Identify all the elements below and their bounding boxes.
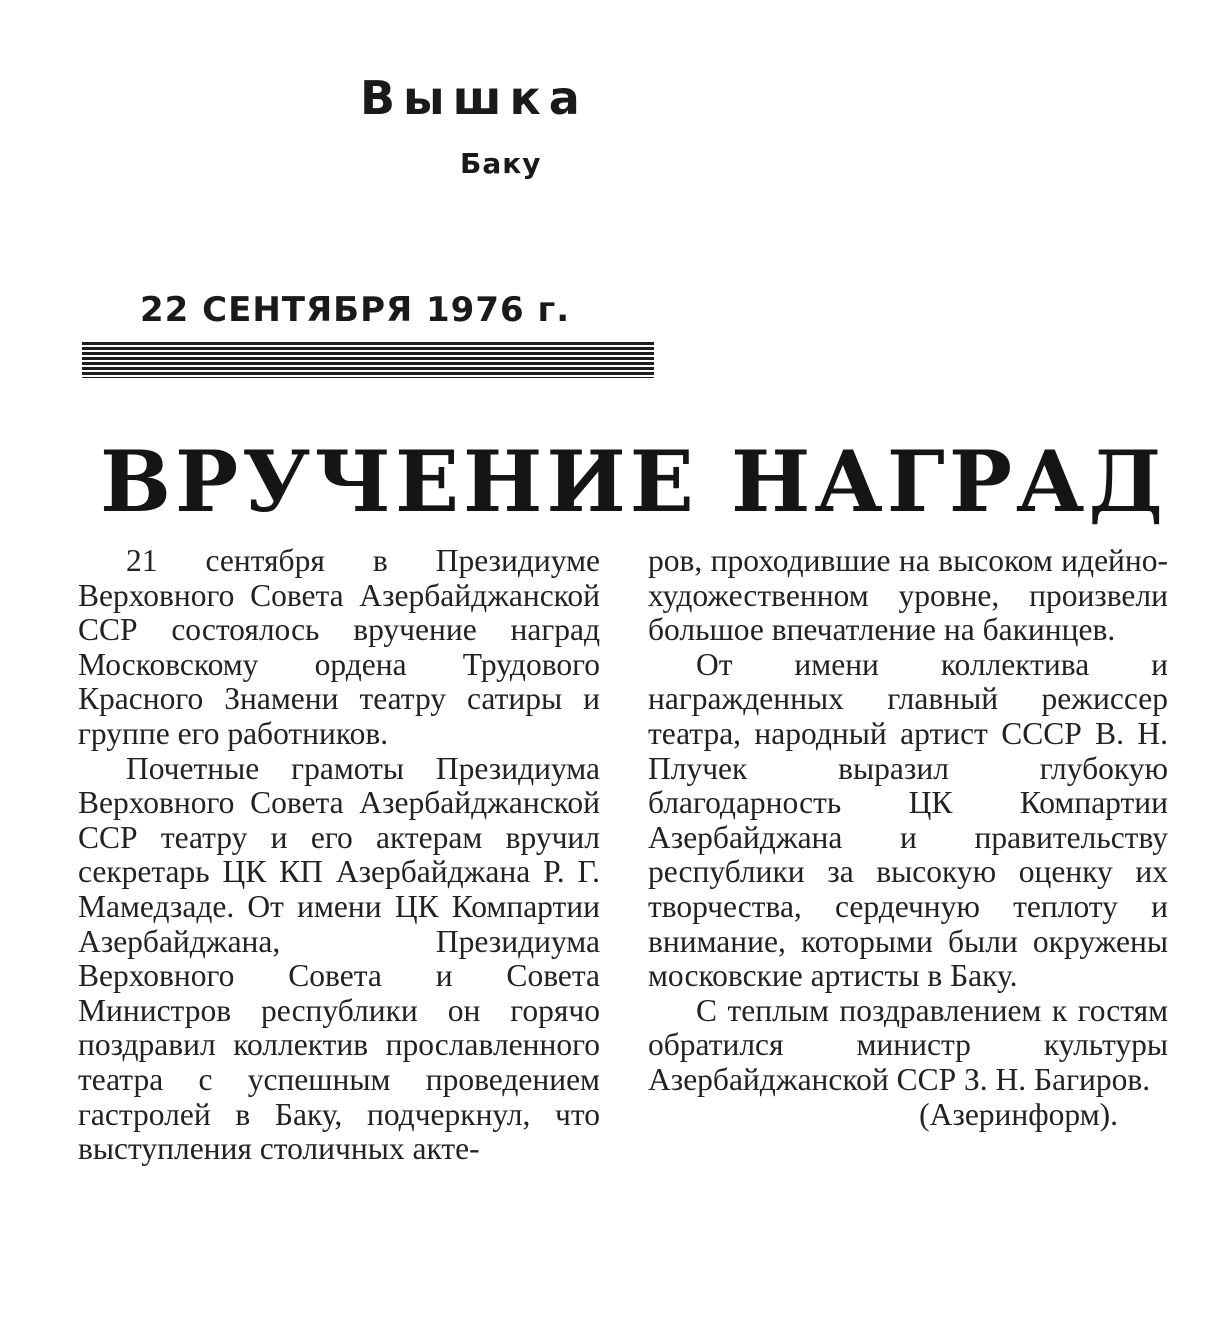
article-column-left <box>78 544 600 1167</box>
article-paragraph: От имени коллектива и награжденных главный режиссер театра, народный артист СССР В. Н. Плучек выразил глубокую благодарность ЦК Компартии Азербайджана и правительству республики за высокую оценку их творчества, сердечную теплоту и внимание, которыми были окружены московские артисты в Баку. <box>648 646 1168 994</box>
article-column-right <box>648 544 1168 1132</box>
article-source: (Азеринформ). <box>919 1096 1118 1132</box>
article-paragraph: Почетные грамоты Президиума Верховного Совета Азербайджанской ССР театру и его актерам вручил секретарь ЦК КП Азербайджана Р. Г. Мамедзаде. От имени ЦК Компартии Азербайджана, Президиума Верховного Совета и Совета Министров республики он горячо поздравил коллектив прославленного театра с успешным проведением гастролей в Баку, подчеркнул, что выступления столичных акте- <box>78 750 600 1167</box>
article-paragraph: 21 сентября в Президиуме Верховного Совета Азербайджанской ССР состоялось вручение наград Московскому ордена Трудового Красного Знамени театру сатиры и группе его работников. <box>78 543 600 751</box>
article-headline: ВРУЧЕНИЕ НАГРАД <box>100 432 1168 531</box>
masthead <box>360 71 620 180</box>
newspaper-title: Вышка <box>360 71 588 125</box>
date-rule-divider <box>82 342 654 378</box>
newspaper-city: Баку <box>460 147 542 180</box>
article-paragraph: С теплым поздравлением к гостям обратился министр культуры Азербайджанской ССР З. Н. Багиров. <box>648 992 1168 1097</box>
issue-date: 22 СЕНТЯБРЯ 1976 г. <box>140 290 571 330</box>
article-paragraph-continuation: ров, проходившие на высоком идейно-художественном уровне, произвели большое впечатление на бакинцев. <box>648 543 1168 648</box>
